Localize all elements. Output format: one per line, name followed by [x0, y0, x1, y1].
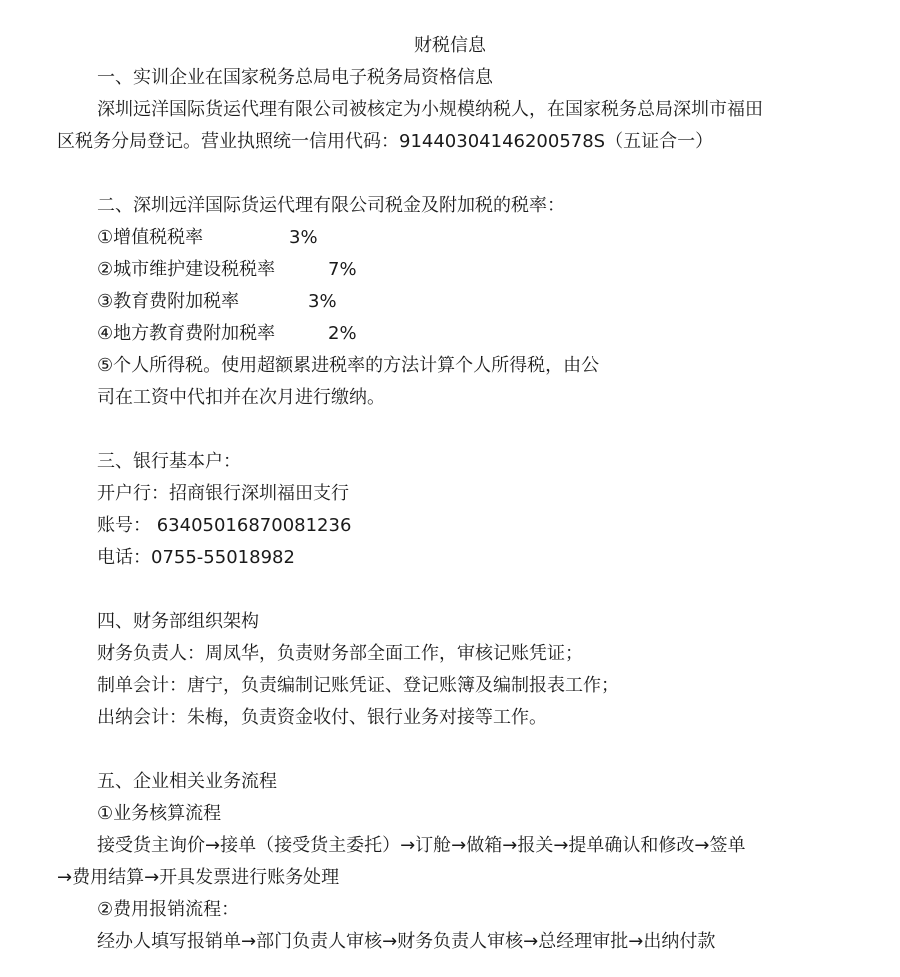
income-tax-note-line2: 司在工资中代扣并在次月进行缴纳。	[97, 387, 385, 408]
income-tax-note-line1: ⑤个人所得税。使用超额累进税率的方法计算个人所得税，由公	[97, 355, 600, 376]
rate-value: 2%	[328, 323, 357, 344]
flow1-line2: →费用结算→开具发票进行账务处理	[57, 867, 340, 888]
rate-value: 7%	[328, 259, 357, 280]
spacer	[0, 414, 900, 446]
flow2-title: ②费用报销流程：	[97, 899, 240, 920]
section5-heading: 五、企业相关业务流程	[97, 771, 277, 792]
flow1-title: ①业务核算流程	[97, 803, 222, 824]
rate-row-urban-maintenance	[0, 254, 900, 286]
spacer	[0, 734, 900, 766]
rate-value: 3%	[308, 291, 337, 312]
page-title: 财税信息	[414, 35, 486, 56]
rate-value: 3%	[289, 227, 318, 248]
rate-label: ④地方教育费附加税率	[97, 323, 276, 344]
bank-phone: 电话：0755-55018982	[97, 547, 295, 568]
rate-label: ②城市维护建设税税率	[97, 259, 276, 280]
section4-heading: 四、财务部组织架构	[97, 611, 259, 632]
spacer	[0, 158, 900, 190]
finance-manager: 财务负责人：周凤华，负责财务部全面工作，审核记账凭证；	[97, 643, 583, 664]
document-page	[0, 30, 900, 958]
section1-text-line2: 区税务分局登记。营业执照统一信用代码：91440304146200578S（五证合一）	[57, 131, 714, 152]
rate-label: ③教育费附加税率	[97, 291, 240, 312]
rate-row-local-education-surcharge	[0, 318, 900, 350]
cashier: 出纳会计：朱梅，负责资金收付、银行业务对接等工作。	[97, 707, 547, 728]
rate-label: ①增值税税率	[97, 227, 204, 248]
rate-row-education-surcharge	[0, 286, 900, 318]
accountant: 制单会计：唐宁，负责编制记账凭证、登记账簿及编制报表工作；	[97, 675, 619, 696]
bank-name: 开户行：招商银行深圳福田支行	[97, 483, 349, 504]
section1-heading: 一、实训企业在国家税务总局电子税务局资格信息	[97, 67, 493, 88]
spacer	[0, 574, 900, 606]
bank-account: 账号： 63405016870081236	[97, 515, 352, 536]
flow1-line1: 接受货主询价→接单（接受货主委托）→订舱→做箱→报关→提单确认和修改→签单	[97, 835, 746, 856]
section3-heading: 三、银行基本户：	[97, 451, 241, 472]
section2-heading: 二、深圳远洋国际货运代理有限公司税金及附加税的税率：	[97, 195, 565, 216]
flow2-line1: 经办人填写报销单→部门负责人审核→财务负责人审核→总经理审批→出纳付款	[97, 931, 716, 952]
section1-text-line1: 深圳远洋国际货运代理有限公司被核定为小规模纳税人，在国家税务总局深圳市福田	[97, 99, 763, 120]
rate-row-vat	[0, 222, 900, 254]
